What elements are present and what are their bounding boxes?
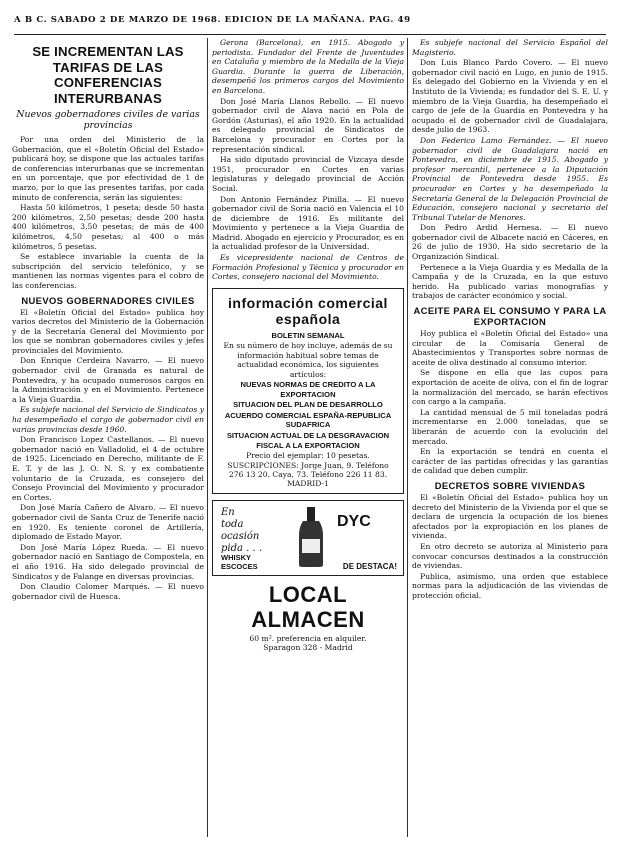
article-headline: SE INCREMENTAN LAS TARIFAS DE LAS CONFERENCIAS INTERURBANAS xyxy=(32,44,184,106)
ad-local-line: 60 m². preferencia en alquiler. xyxy=(249,633,367,643)
paragraph: Don Francisco Lopez Castellanos. — El nuevo gobernador nació en Valladolid, el 4 de octubre de 1925. Licenciado en Derecho, militante de F. E. T. y de las J. O. N. S. y ex combatiente voluntario de la Cruzada, es consejero del Consejo Provincial del Movimiento y procurador en Cortes. xyxy=(12,435,204,502)
paragraph: Don José María Llanos Rebollo. — El nuevo gobernador civil de Alava nació en Pola de Gordón (Asturias), el año 1920. En la actualidad es delegado provincial de Sindicatos de Barcelona y procurador en Cortes por la representación sindical. xyxy=(212,96,404,154)
ad-whisky-brand: DYC xyxy=(337,512,371,530)
ad-article: SITUACION ACTUAL DE LA DESGRAVACION FISCAL A LA EXPORTACION xyxy=(226,431,390,450)
column-left xyxy=(12,38,204,839)
section-title: DECRETOS SOBRE VIVIENDAS xyxy=(434,479,586,491)
ad-whisky-line: pida . . . xyxy=(221,542,263,554)
ad-article: SITUACION DEL PLAN DE DESARROLLO xyxy=(233,400,383,410)
paragraph: En la exportación se tendrá en cuenta el carácter de las partidas ofrecidas y las garantías de calidad que deben cumplir. xyxy=(412,447,608,476)
paragraph: Don Pedro Ardid Hernesa. — El nuevo gobernador civil de Albacete nació en Cáceres, en 26 de julio de 1930. Ha sido secretario de la Organización Sindical. xyxy=(412,223,608,262)
ad-subscriptions: SUSCRIPCIONES: Jorge Juan, 9. Teléfono 276 13 20. Caya, 73. Teléfono 226 11 83. MADRID-1 xyxy=(227,460,389,489)
paragraph: Hasta 50 kilómetros, 1 peseta; desde 50 hasta 200 kilómetros, 2,50 pesetas; desde 200 hasta 400 kilómetros, 3,50 pesetas; de más de 400 kilómetros, 4,50 pesetas; al 400 o más kilómetros, 5 pesetas. xyxy=(12,203,204,251)
bottle-icon xyxy=(293,505,329,569)
ad-local-almacen xyxy=(212,582,404,653)
paragraph: Es vicepresidente nacional de Centros de Formación Profesional y Técnica y procurador en Cortes, consejero nacional del Movimiento. xyxy=(212,253,404,282)
paragraph: La cantidad mensual de 5 mil toneladas podrá incrementarse en 2.000 toneladas, que se liberarán de acuerdo con la evolución del mercado. xyxy=(412,407,608,446)
ad-article: ACUERDO COMERCIAL ESPAÑA-REPUBLICA SUDAFRICA xyxy=(224,410,392,430)
column-right xyxy=(412,38,608,839)
ad-whisky xyxy=(212,500,404,576)
ad-article: NUEVAS NORMAS DE CREDITO A LA EXPORTACION xyxy=(240,380,376,399)
paragraph: Don José María Cañero de Alvaro. — El nuevo gobernador civil de Santa Cruz de Tenerife nació en 1920. Es teniente coronel de Artillería, diplomado de Estado Mayor. xyxy=(12,503,204,542)
column-middle xyxy=(212,38,404,839)
paragraph: Es subjefe nacional del Servicio de Sindicatos y ha desempeñado el cargo de gobernador civil en varias provincias desde 1960. xyxy=(12,405,204,434)
ad-informacion-comercial xyxy=(212,288,404,494)
ad-local-title: LOCAL ALMACEN xyxy=(251,581,365,632)
paragraph: Don Luis Blanco Pardo Covero. — El nuevo gobernador civil nació en Lugo, en junio de 1915. Es delegado del Gobierno en la Vivienda y en el Instituto de la Vivienda; es fundador del S. E. U. y miembro de la Vieja Guardia, ha desempeñado el cargo de jefe de la Guardia en Pontevedra y ha ocupado el de gobernador civil de Guadalajara, desde julio de 1963. xyxy=(412,58,608,135)
ad-body: En su número de hoy incluye, además de su información habitual sobre temas de actualidad económica, los siguientes artículos: xyxy=(223,341,393,379)
ad-whisky-tag: DE DESTACA! xyxy=(342,561,397,571)
paragraph: En otro decreto se autoriza al Ministerio para convocar concursos destinados a la construcción de viviendas. xyxy=(412,541,608,571)
paragraph: Pertenece a la Vieja Guardia y es Medalla de la Campaña y de la Cruzada, en la que estuvo herido. Ha publicado varias monografías y trabajos de carácter económico y social. xyxy=(412,262,608,301)
ad-local-line: Sparagon 328 - Madrid xyxy=(263,643,353,653)
ad-whisky-label: WHISKY ESCOCES xyxy=(221,552,258,571)
paragraph: Hoy publica el «Boletín Oficial del Estado» una circular de la Comisaría General de Abastecimientos y Transportes sobre normas de aceite de oliva destinado al consumo interior. xyxy=(412,329,608,367)
paragraph: Gerona (Barcelona), en 1915. Abogado y periodista. Fundador del Frente de Juventudes en Cataluña y miembro de la Medalla de la Vieja Guardia. Durante la guerra de Liberación, desempeñó los primeros cargos del Movimiento en Barcelona. xyxy=(212,38,404,95)
paragraph: Publica, asimismo, una orden que establece normas para la adjudicación de las viviendas de protección oficial. xyxy=(412,571,608,600)
section-title: NUEVOS GOBERNADORES CIVILES xyxy=(21,294,195,306)
column-divider xyxy=(407,38,408,837)
paragraph: Se dispone en ella que las cupos para exportación de aceite de oliva, con el fin de lograr la normalización del mercado, se harán efectivos con cargo a la campaña. xyxy=(412,368,608,407)
paragraph: Don Federico Lamo Fernández. — El nuevo gobernador civil de Guadalajara nació en Pontevedra, en diciembre de 1915. Abogado y profesor mercantil, pertenece a la Diputación Provincial de Pontevedra desde 1955. Es procurador en Cortes y ha desempeñado la Secretaría General de la Delegación Provincial de Educación, consejero nacional y secretario del Tribunal Tutelar de Menores. xyxy=(412,135,608,222)
column-divider xyxy=(207,38,208,837)
paragraph: Don José María López Rueda. — El nuevo gobernador nació en Santiago de Compostela, en el año 1916. Ha sido delegado provincial de Sindicatos y de Falange en diversas provincias. xyxy=(12,542,204,581)
section-title: ACEITE PARA EL CONSUMO Y PARA LA EXPORTACION xyxy=(413,305,607,328)
paragraph: Don Enrique Cerdeira Navarro. — El nuevo gobernador civil de Granada es natural de Pontevedra, y ha ocupado numerosos cargos en la Administración y en el Movimiento. Pertenece a la Vieja Guardia. xyxy=(12,356,204,404)
paragraph: Don Claudio Colomer Marqués. — El nuevo gobernador civil de Huesca. xyxy=(12,582,204,601)
paragraph: Se establece invariable la cuenta de la subscripción del servicio telefónico, y se mantienen las normas vigentes para el cobro de las conferencias. xyxy=(12,252,204,290)
paragraph: Ha sido diputado provincial de Vizcaya desde 1951, procurador en Cortes en varias legislaturas y delegado provincial de Acción Social. xyxy=(212,155,404,193)
paragraph: El «Boletín Oficial del Estado» publica hoy un decreto del Ministerio de la Vivienda por el que se declara de urgencia la ocupación de los bienes afectados por la expropiación en los planes de vivienda. xyxy=(412,492,608,541)
ad-subtitle: BOLETIN SEMANAL xyxy=(271,330,345,340)
ad-whisky-line: En xyxy=(221,506,235,518)
ad-whisky-slogan xyxy=(221,507,262,555)
article-subhead: Nuevos gobernadores civiles de varias provincias xyxy=(16,109,200,131)
paragraph: Es subjefe nacional del Servicio Español del Magisterio. xyxy=(412,38,608,57)
page-header: A B C. SABADO 2 DE MARZO DE 1968. EDICION DE LA MAÑANA. PAG. 49 xyxy=(14,6,606,35)
paragraph: El «Boletín Oficial del Estado» publica hoy varios decretos del Ministerio de la Gobernación y de la Secretaría General del Movimiento por los que se nombran gobernadores civiles y jefes provinciales del Movimiento. xyxy=(12,307,204,355)
paragraph: Por una orden del Ministerio de la Gobernación, que el «Boletín Oficial del Estado» publicará hoy, se dispone que las actuales tarifas de conferencias interurbanas que se incrementan en un porcentaje, que por efectividad de 1 de marzo, por lo que las presentes tarifas, por cada minuto de conferencia, serán las siguientes: xyxy=(12,135,204,202)
ad-whisky-line: toda xyxy=(221,518,244,530)
paragraph: Don Antonio Fernández Pinilla. — El nuevo gobernador civil de Soria nació en Valencia el 10 de diciembre de 1916. Es militante del Movimiento y pertenece a la Vieja Guardia de Madrid. Abogado en ejercicio y Procurador, es en la actualidad profesor de la Universidad. xyxy=(212,194,404,252)
ad-title: información comercial española xyxy=(228,294,388,327)
ad-whisky-line: ocasión xyxy=(221,530,260,542)
ad-price: Precio del ejemplar: 10 pesetas. xyxy=(246,451,370,461)
